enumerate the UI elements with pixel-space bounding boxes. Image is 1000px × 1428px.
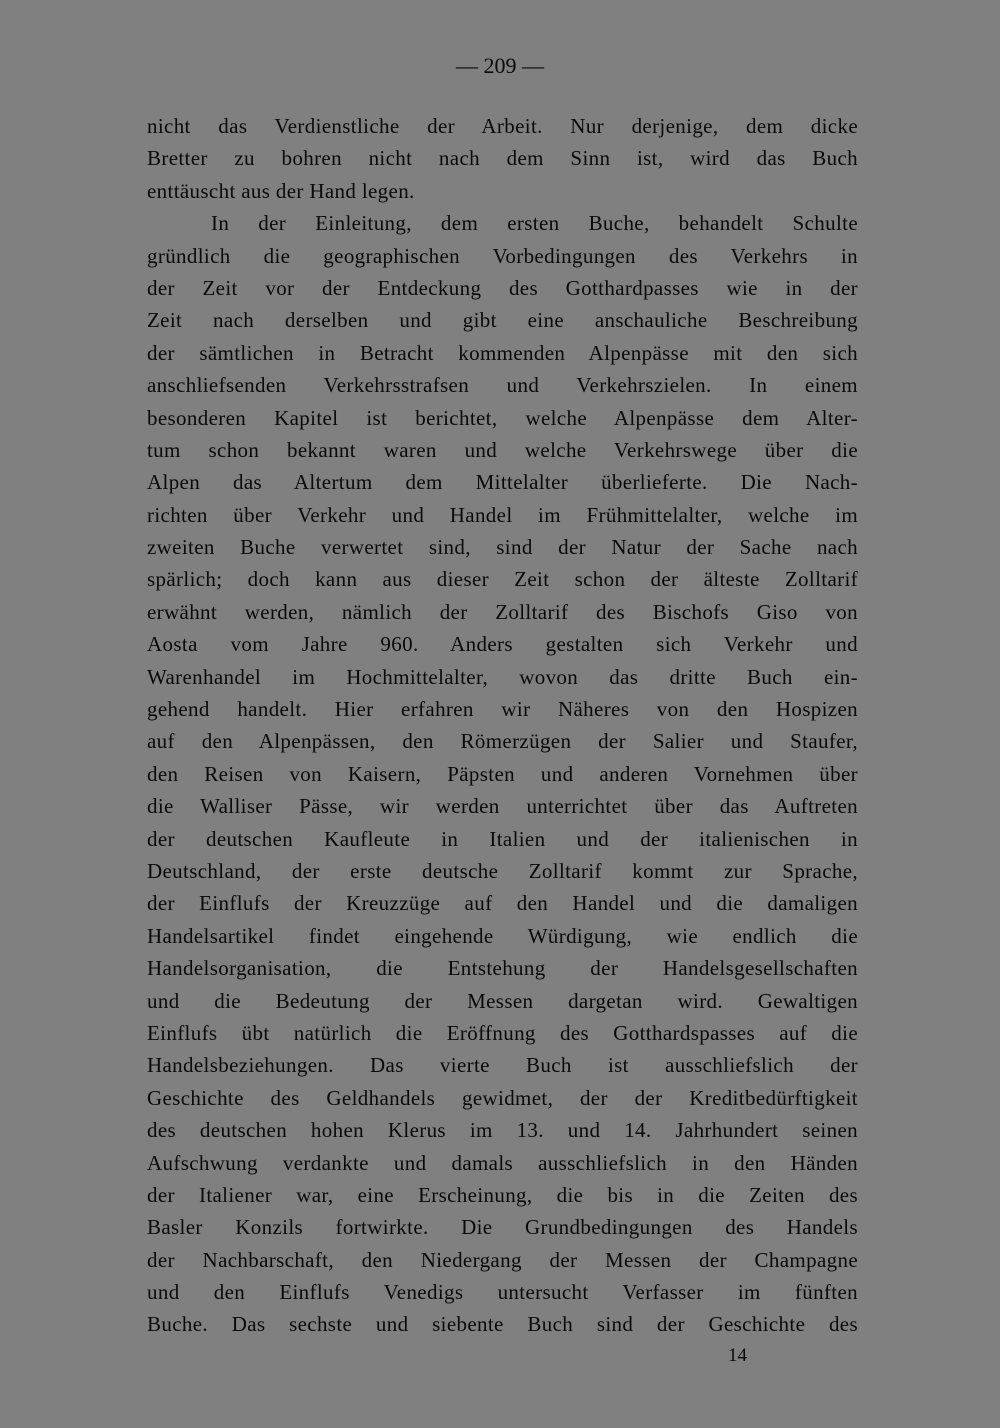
text-line: besonderen Kapitel ist berichtet, welche Alpenpässe dem Alter-	[147, 405, 858, 430]
text-line: Buche. Das sechste und siebente Buch sind der Geschichte des	[147, 1312, 858, 1337]
text-line: der Nachbarschaft, den Niedergang der Messen der Champagne	[147, 1247, 858, 1272]
text-line: In der Einleitung, dem ersten Buche, behandelt Schulte	[211, 211, 858, 236]
text-line: Zeit nach derselben und gibt eine anschauliche Beschreibung	[147, 308, 858, 333]
text-line: zweiten Buche verwertet sind, sind der Natur der Sache nach	[147, 535, 858, 560]
text-line: Handelsorganisation, die Entstehung der Handelsgesellschaften	[147, 956, 858, 981]
text-line: der deutschen Kaufleute in Italien und der italienischen in	[147, 826, 858, 851]
text-line: enttäuscht aus der Hand legen.	[147, 178, 415, 203]
text-line: auf den Alpenpässen, den Römerzügen der Salier und Staufer,	[147, 729, 858, 754]
text-line: Einflufs übt natürlich die Eröffnung des Gotthardspasses auf die	[147, 1020, 858, 1045]
text-line: der Italiener war, eine Erscheinung, die bis in die Zeiten des	[147, 1182, 858, 1207]
text-line: den Reisen von Kaisern, Päpsten und anderen Vornehmen über	[147, 761, 858, 786]
page-number-header: — 209 —	[456, 53, 544, 78]
text-line: gründlich die geographischen Vorbedingungen des Verkehrs in	[147, 243, 858, 268]
text-line: und die Bedeutung der Messen dargetan wird. Gewaltigen	[147, 988, 858, 1013]
text-line: Geschichte des Geldhandels gewidmet, der der Kreditbedürftigkeit	[147, 1085, 858, 1110]
text-line: der sämtlichen in Betracht kommenden Alpenpässe mit den sich	[147, 340, 858, 365]
text-line: Warenhandel im Hochmittelalter, wovon das dritte Buch ein-	[147, 664, 858, 689]
text-line: Bretter zu bohren nicht nach dem Sinn ist, wird das Buch	[147, 146, 858, 171]
text-line: richten über Verkehr und Handel im Frühmittelalter, welche im	[147, 502, 858, 527]
text-line: Basler Konzils fortwirkte. Die Grundbedingungen des Handels	[147, 1215, 858, 1240]
text-line: Aufschwung verdankte und damals ausschliefslich in den Händen	[147, 1150, 858, 1175]
text-line: der Einflufs der Kreuzzüge auf den Handel und die damaligen	[147, 891, 858, 916]
text-line: erwähnt werden, nämlich der Zolltarif des Bischofs Giso von	[147, 599, 858, 624]
text-line: anschliefsenden Verkehrsstrafsen und Verkehrszielen. In einem	[147, 373, 858, 398]
text-line: Handelsartikel findet eingehende Würdigung, wie endlich die	[147, 923, 858, 948]
text-line: Deutschland, der erste deutsche Zolltarif kommt zur Sprache,	[147, 858, 858, 883]
text-line: Aosta vom Jahre 960. Anders gestalten sich Verkehr und	[147, 632, 858, 657]
text-line: des deutschen hohen Klerus im 13. und 14. Jahrhundert seinen	[147, 1118, 858, 1143]
text-line: der Zeit vor der Entdeckung des Gotthardpasses wie in der	[147, 275, 858, 300]
text-line: Alpen das Altertum dem Mittelalter überlieferte. Die Nach-	[147, 470, 858, 495]
text-line: nicht das Verdienstliche der Arbeit. Nur derjenige, dem dicke	[147, 114, 858, 138]
body-text	[147, 110, 858, 1341]
text-line: und den Einflufs Venedigs untersucht Verfasser im fünften	[147, 1280, 858, 1305]
text-line: gehend handelt. Hier erfahren wir Näheres von den Hospizen	[147, 697, 858, 722]
text-line: die Walliser Pässe, wir werden unterrichtet über das Auftreten	[147, 794, 858, 819]
signature-mark: 14	[728, 1345, 747, 1366]
text-line: spärlich; doch kann aus dieser Zeit schon der älteste Zolltarif	[147, 567, 858, 592]
text-line: Handelsbeziehungen. Das vierte Buch ist ausschliefslich der	[147, 1053, 858, 1078]
text-line: tum schon bekannt waren und welche Verkehrswege über die	[147, 437, 858, 462]
